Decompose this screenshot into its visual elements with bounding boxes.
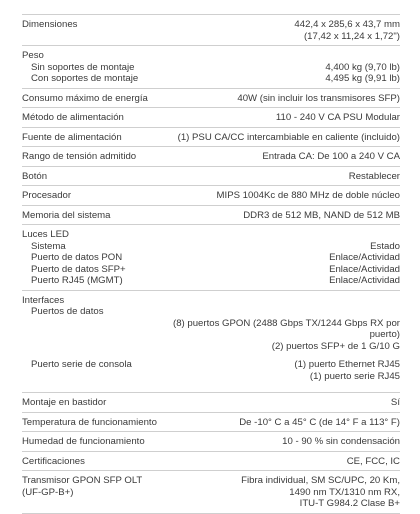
spec-value: (1) puerto Ethernet RJ45 <box>294 359 400 370</box>
spec-sublabel: Puertos de datos <box>31 306 104 317</box>
spec-label: Peso <box>22 50 44 61</box>
spec-label: Método de alimentación <box>22 112 124 123</box>
spec-value: puerto) <box>369 329 400 340</box>
spec-value: Fibra individual, SM SC/UPC, 20 Km, <box>241 475 400 486</box>
spec-value: 4,400 kg (9,70 lb) <box>325 61 400 73</box>
spec-value: Restablecer <box>348 170 400 182</box>
spec-value: 110 - 240 V CA PSU Modular <box>275 112 400 123</box>
spec-value: 40W (sin incluir los transmisores SFP) <box>237 92 400 104</box>
spec-label: Luces LED <box>22 229 69 240</box>
spec-value: (8) puertos GPON (2488 Gbps TX/1244 Gbps RX por <box>173 317 400 329</box>
spec-value: (2) puertos SFP+ de 1 G/10 G <box>271 340 400 352</box>
spec-label: Transmisor GPON SFP OLT <box>22 475 143 486</box>
spec-row-rango <box>22 146 400 166</box>
spec-value: (1) PSU CA/CC intercambiable en caliente (incluido) <box>177 131 400 143</box>
spec-row-transmisor <box>22 470 400 514</box>
spec-value: MIPS 1004Kc de 880 MHz de doble núcleo <box>216 190 400 201</box>
spec-row-luces <box>22 224 400 290</box>
spec-label: Certificaciones <box>22 455 85 467</box>
spec-sublabel: Sin soportes de montaje <box>31 61 135 73</box>
spec-row-consumo <box>22 88 400 108</box>
spec-sublabel: Puerto de datos SFP+ <box>31 263 126 275</box>
spec-row-peso <box>22 45 400 88</box>
spec-value: CE, FCC, IC <box>346 455 400 467</box>
spec-value: De -10° C a 45° C (de 14° F a 113° F) <box>239 416 400 428</box>
spec-value: (1) puerto serie RJ45 <box>309 370 400 382</box>
spec-row-fuente <box>22 127 400 147</box>
spec-label: Dimensiones <box>22 19 78 30</box>
spec-value: 10 - 90 % sin condensación <box>282 436 400 447</box>
spec-label: Consumo máximo de energía <box>22 92 148 104</box>
spec-label: Montaje en bastidor <box>22 397 107 408</box>
spec-row-dimensiones <box>22 14 400 45</box>
spec-label: Humedad de funcionamiento <box>22 436 145 447</box>
spec-value: Entrada CA: De 100 a 240 V CA <box>262 151 400 162</box>
spec-sublabel: Con soportes de montaje <box>31 73 139 84</box>
spec-row-montaje <box>22 392 400 412</box>
spec-value: Enlace/Actividad <box>329 252 400 263</box>
spec-label: Interfaces <box>22 294 65 306</box>
spec-value: ITU-T G984.2 Clase B+ <box>299 498 400 509</box>
spec-sublabel: Puerto de datos PON <box>31 252 123 263</box>
spec-row-memoria <box>22 205 400 225</box>
spec-label: Botón <box>22 170 48 182</box>
spec-value: Estado <box>370 240 400 252</box>
spec-row-temperatura <box>22 412 400 432</box>
spec-label: Procesador <box>22 190 72 201</box>
spec-value: 4,495 kg (9,91 lb) <box>325 73 400 84</box>
spec-table <box>22 14 400 514</box>
spec-row-boton <box>22 166 400 186</box>
spec-value: (17,42 x 11,24 x 1,72") <box>303 30 400 42</box>
spec-label: Temperatura de funcionamiento <box>22 416 157 428</box>
spec-value: Enlace/Actividad <box>329 275 400 286</box>
spec-label: (UF-GP-B+) <box>22 486 74 498</box>
spec-value: 442,4 x 285,6 x 43,7 mm <box>294 19 400 30</box>
spec-row-interfaces <box>22 290 400 393</box>
spec-row-metodo <box>22 107 400 127</box>
spec-row-humedad <box>22 431 400 451</box>
spec-value: Enlace/Actividad <box>329 263 400 275</box>
spec-sublabel: Sistema <box>31 240 66 252</box>
spec-label: Rango de tensión admitido <box>22 151 137 162</box>
spec-row-procesador <box>22 185 400 205</box>
spec-label: Fuente de alimentación <box>22 131 122 143</box>
spec-value: 1490 nm TX/1310 nm RX, <box>289 486 400 498</box>
spec-sublabel: Puerto serie de consola <box>31 359 132 370</box>
spec-value: Sí <box>390 397 400 408</box>
spec-label: Memoria del sistema <box>22 209 111 221</box>
spec-row-certificaciones <box>22 451 400 471</box>
spec-sublabel: Puerto RJ45 (MGMT) <box>31 275 123 286</box>
spec-value: DDR3 de 512 MB, NAND de 512 MB <box>243 209 400 221</box>
